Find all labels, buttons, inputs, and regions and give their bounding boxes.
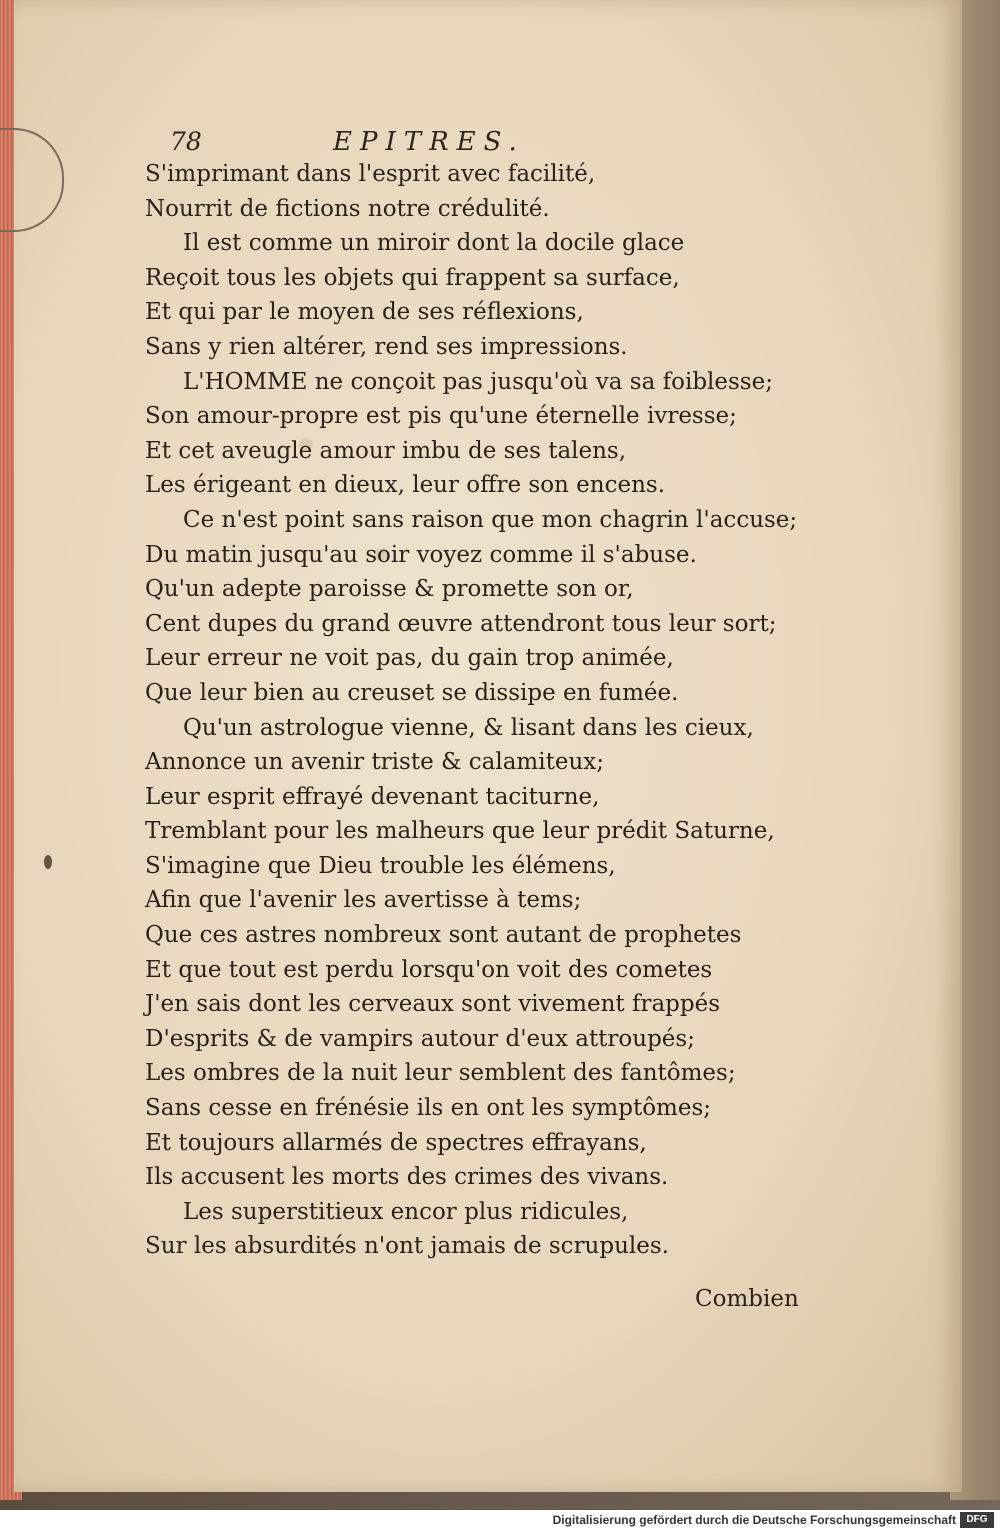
- poem-line: Leur erreur ne voit pas, du gain trop animée,: [145, 645, 674, 672]
- poem-line: Qu'un astrologue vienne, & lisant dans les cieux,: [183, 714, 754, 741]
- dfg-logo: DFG: [960, 1512, 994, 1528]
- footer-bar: [0, 1510, 1000, 1531]
- poem-line: Annonce un avenir triste & calamiteux;: [145, 749, 604, 776]
- running-title: EPITRES.: [333, 127, 525, 157]
- show-through-text: [805, 150, 955, 1270]
- poem-line: Ce n'est point sans raison que mon chagrin l'accuse;: [183, 506, 798, 533]
- poem-line: Les ombres de la nuit leur semblent des fantômes;: [145, 1060, 736, 1087]
- poem-text: [145, 157, 805, 1264]
- poem-line: Nourrit de fictions notre crédulité.: [145, 195, 550, 222]
- poem-line: Tremblant pour les malheurs que leur prédit Saturne,: [145, 818, 775, 845]
- poem-line: Les superstitieux encor plus ridicules,: [183, 1198, 629, 1225]
- poem-line: Afin que l'avenir les avertisse à tems;: [145, 887, 582, 914]
- poem-line: Son amour-propre est pis qu'une éternelle ivresse;: [145, 403, 737, 430]
- poem-line: Sur les absurdités n'ont jamais de scrupules.: [145, 1233, 669, 1260]
- page-number: 78: [170, 127, 202, 156]
- poem-line: Sans cesse en frénésie ils en ont les symptômes;: [145, 1095, 712, 1122]
- funding-notice: Digitalisierung gefördert durch die Deutsche Forschungsgemeinschaft: [552, 1513, 956, 1527]
- poem-line: Cent dupes du grand œuvre attendront tous leur sort;: [145, 610, 777, 637]
- poem-line: L'HOMME ne conçoit pas jusqu'où va sa foiblesse;: [183, 368, 773, 395]
- poem-line: Sans y rien altérer, rend ses impressions.: [145, 333, 628, 360]
- poem-line: S'imprimant dans l'esprit avec facilité,: [145, 161, 596, 187]
- poem-line: Il est comme un miroir dont la docile glace: [183, 230, 685, 257]
- poem-line: Ils accusent les morts des crimes des vivans.: [145, 1164, 669, 1191]
- catchword: Combien: [695, 1286, 799, 1312]
- poem-line: Et toujours allarmés de spectres effrayans,: [145, 1129, 647, 1156]
- poem-line: Leur esprit effrayé devenant taciturne,: [145, 783, 600, 810]
- poem-line: Et cet aveugle amour imbu de ses talens,: [145, 437, 627, 464]
- poem-line: Et que tout est perdu lorsqu'on voit des cometes: [145, 956, 713, 983]
- poem-line: Que leur bien au creuset se dissipe en fumée.: [145, 679, 679, 706]
- running-head: [170, 127, 610, 161]
- poem-line: Reçoit tous les objets qui frappent sa surface,: [145, 264, 680, 291]
- poem-line: Du matin jusqu'au soir voyez comme il s'abuse.: [145, 541, 697, 568]
- poem-line: S'imagine que Dieu trouble les élémens,: [145, 852, 616, 879]
- poem-line: J'en sais dont les cerveaux sont vivement frappés: [145, 991, 721, 1018]
- poem-line: D'esprits & de vampirs autour d'eux attroupés;: [145, 1025, 695, 1052]
- poem-line: Les érigeant en dieux, leur offre son encens.: [145, 472, 666, 499]
- poem-line: Que ces astres nombreux sont autant de prophetes: [145, 922, 742, 949]
- poem-line: Qu'un adepte paroisse & promette son or,: [145, 576, 634, 603]
- ink-spot: [44, 855, 52, 869]
- poem-line: Et qui par le moyen de ses réflexions,: [145, 299, 584, 326]
